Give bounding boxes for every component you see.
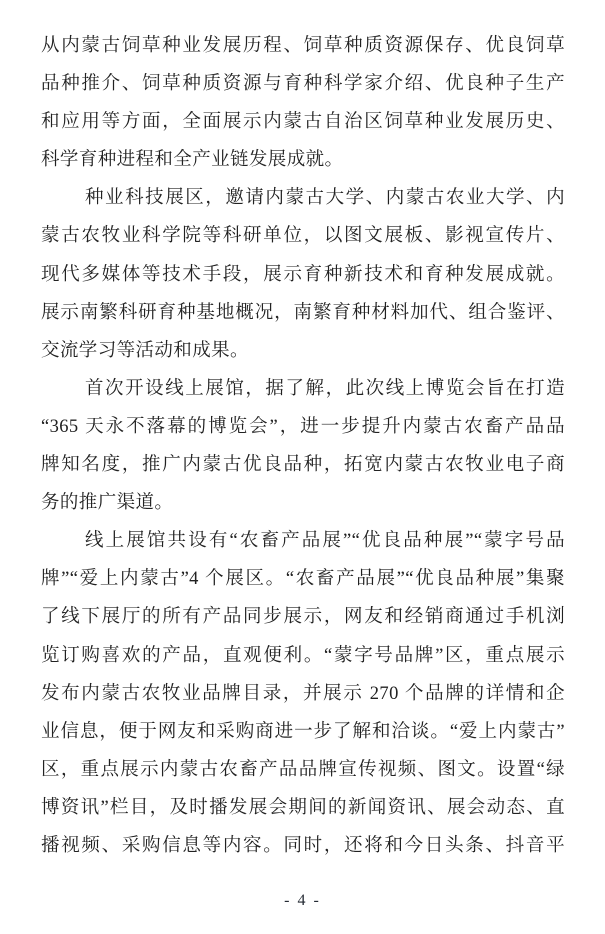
text-line: 交流学习等活动和成果。 [41, 340, 249, 361]
text-line: 牌”“爱上内蒙古”4 个展区。“农畜产品展”“优良品种展”集聚 [41, 569, 565, 590]
text-line: 博资讯”栏目，及时播发展会期间的新闻资讯、展会动态、直 [41, 797, 565, 818]
text-line: 牌知名度，推广内蒙古优良品种，拓宽内蒙古农牧业电子商 [41, 455, 565, 476]
text-line: 首次开设线上展馆，据了解，此次线上博览会旨在打造 [85, 378, 565, 399]
text-line: 业信息，便于网友和采购商进一步了解和洽谈。“爱上内蒙古” [41, 721, 565, 742]
text-line: 务的推广渠道。 [41, 493, 174, 514]
text-line: 展示南繁科研育种基地概况，南繁育种材料加代、组合鉴评、 [41, 302, 565, 323]
text-line: 播视频、采购信息等内容。同时，还将和今日头条、抖音平 [41, 835, 565, 856]
text-line: 蒙古农牧业科学院等科研单位，以图文展板、影视宣传片、 [41, 226, 565, 247]
document-body [41, 27, 565, 865]
text-line: 览订购喜欢的产品，直观便利。“蒙字号品牌”区，重点展示 [41, 645, 565, 666]
text-line: 现代多媒体等技术手段，展示育种新技术和育种发展成就。 [41, 264, 565, 285]
text-line: 和应用等方面，全面展示内蒙古自治区饲草种业发展历史、 [41, 112, 565, 133]
text-line: 种业科技展区，邀请内蒙古大学、内蒙古农业大学、内 [85, 188, 565, 209]
page-number: - 4 - [284, 892, 321, 909]
text-line: 线上展馆共设有“农畜产品展”“优良品种展”“蒙字号品 [85, 531, 565, 552]
text-line: 品种推介、饲草种质资源与育种科学家介绍、优良种子生产 [41, 74, 565, 95]
text-line: “365 天永不落幕的博览会”，进一步提升内蒙古农畜产品品 [41, 416, 565, 437]
text-line: 科学育种进程和全产业链发展成就。 [41, 150, 344, 171]
text-line: 从内蒙古饲草种业发展历程、饲草种质资源保存、优良饲草 [41, 36, 565, 56]
text-line: 区，重点展示内蒙古农畜产品品牌宣传视频、图文。设置“绿 [41, 759, 565, 780]
text-line: 了线下展厅的所有产品同步展示，网友和经销商通过手机浏 [41, 607, 565, 628]
text-line: 发布内蒙古农牧业品牌目录，并展示 270 个品牌的详情和企 [41, 683, 565, 704]
